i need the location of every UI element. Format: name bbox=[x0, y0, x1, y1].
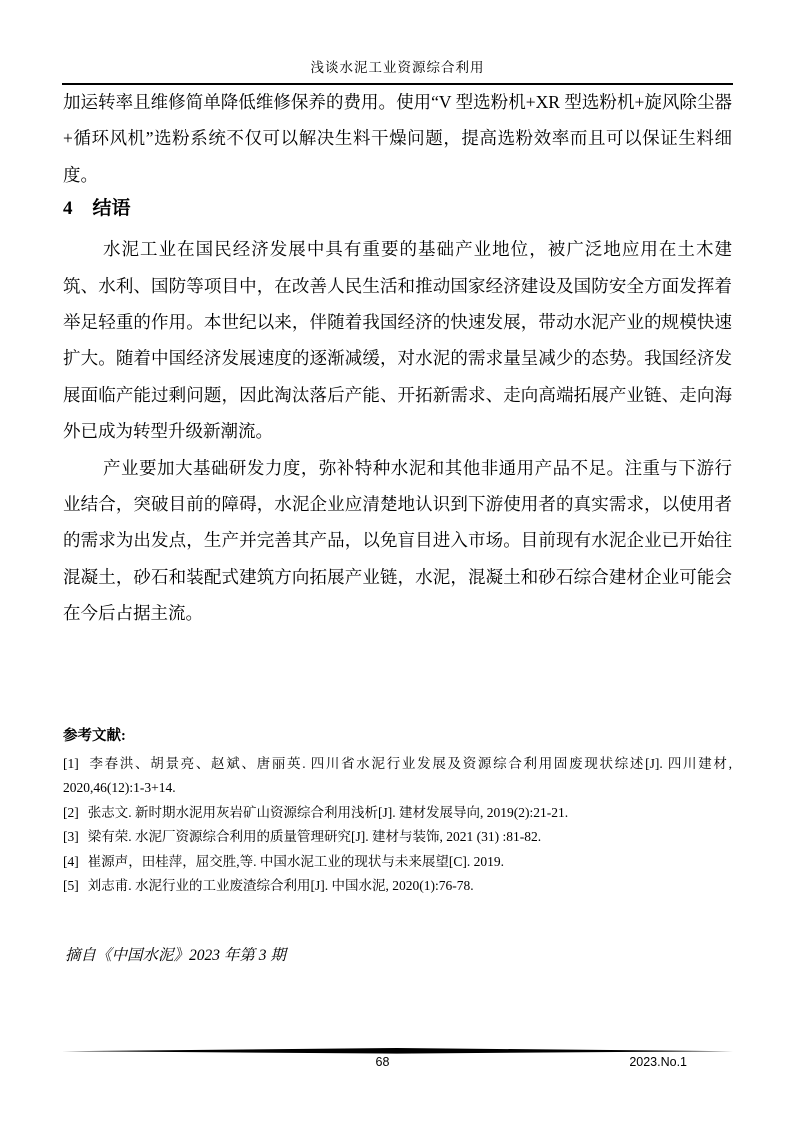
references-heading: 参考文献: bbox=[63, 727, 126, 744]
reference-text: 崔源声，田桂萍，屈交胜,等. 中国水泥工业的现状与未来展望[C]. 2019. bbox=[87, 853, 504, 869]
reference-marker: [2] bbox=[63, 804, 79, 820]
reference-text: 刘志甫. 水泥行业的工业废渣综合利用[J]. 中国水泥, 2020(1):76-78. bbox=[87, 878, 474, 894]
running-head-title: 浅谈水泥工业资源综合利用 bbox=[310, 60, 485, 75]
page-number: 68 bbox=[375, 1055, 390, 1069]
page-body bbox=[63, 84, 732, 967]
reference-item bbox=[63, 825, 732, 850]
section-title: 结语 bbox=[92, 198, 131, 220]
reference-item bbox=[63, 752, 732, 801]
reference-text: 张志文. 新时期水泥用灰岩矿山资源综合利用浅析[J]. 建材发展导向, 2019(2):21-21. bbox=[87, 804, 569, 820]
section-heading bbox=[63, 196, 732, 222]
reference-marker: [4] bbox=[63, 853, 79, 869]
paragraph-continuation: 加运转率且维修简单降低维修保养的费用。使用“V 型选粉机+XR 型选粉机+旋风除尘器+循环风机”选粉系统不仅可以解决生料干燥问题，提高选粉效率而且可以保证生料细度。 bbox=[63, 92, 732, 185]
issue-label: 2023.No.1 bbox=[629, 1055, 687, 1069]
reference-marker: [1] bbox=[63, 755, 79, 771]
reference-marker: [5] bbox=[63, 878, 79, 894]
reference-text: 李春洪、胡景亮、赵斌、唐丽英. 四川省水泥行业发展及资源综合利用固废现状综述[J]. 四川建材, 2020,46(12):1-3+14. bbox=[63, 755, 732, 796]
reference-text: 梁有荣. 水泥厂资源综合利用的质量管理研究[J]. 建材与装饰, 2021 (31) :81-82. bbox=[87, 829, 542, 845]
reference-item bbox=[63, 850, 732, 875]
references-list bbox=[63, 752, 732, 899]
section-number: 4 bbox=[63, 198, 73, 220]
footer-rule bbox=[62, 1048, 733, 1054]
reference-item bbox=[63, 801, 732, 826]
paragraph: 产业要加大基础研发力度，弥补特种水泥和其他非通用产品不足。注重与下游行业结合，突破目前的障碍，水泥企业应清楚地认识到下游使用者的真实需求，以使用者的需求为出发点，生产并完善其产品，以免盲目进入市场。目前现有水泥企业已开始往混凝土，砂石和装配式建筑方向拓展产业链，水泥，混凝土和砂石综合建材企业可能会在今后占据主流。 bbox=[63, 457, 732, 624]
reference-marker: [3] bbox=[63, 829, 79, 845]
source-note: 摘自《中国水泥》2023 年第 3 期 bbox=[65, 946, 286, 964]
paragraph: 水泥工业在国民经济发展中具有重要的基础产业地位，被广泛地应用在土木建筑、水利、国防等项目中，在改善人民生活和推动国家经济建设及国防安全方面发挥着举足轻重的作用。本世纪以来，伴随着我国经济的快速发展，带动水泥产业的规模快速扩大。随着中国经济发展速度的逐渐减缓，对水泥的需求量呈减少的态势。我国经济发展面临产能过剩问题，因此淘汰落后产能、开拓新需求、走向高端拓展产业链、走向海外已成为转型升级新潮流。 bbox=[63, 239, 732, 442]
reference-item bbox=[63, 874, 732, 899]
